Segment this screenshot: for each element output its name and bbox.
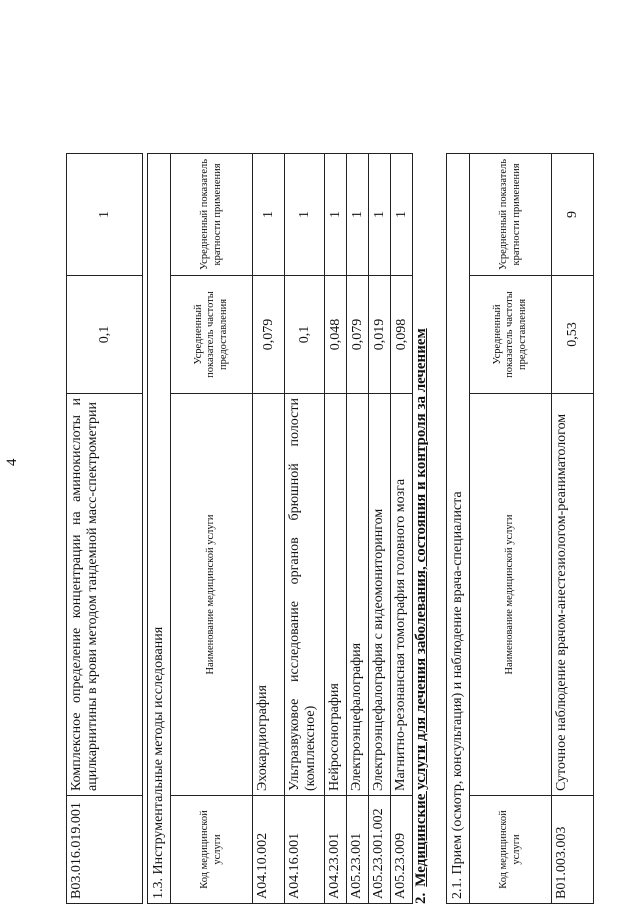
- header-name: Наименование медицинской услуги: [470, 394, 552, 796]
- table-row: [347, 153, 369, 903]
- table-row: [391, 153, 413, 903]
- service-code: A04.23.001: [325, 796, 347, 904]
- frequency-value: 0,53: [552, 276, 594, 394]
- service-name: Электроэнцефалография: [347, 394, 369, 796]
- multiplicity-value: 1: [67, 154, 143, 276]
- section-title: 2.1. Прием (осмотр, консультация) и наблюдение врача-специалиста: [447, 153, 470, 903]
- header-name: Наименование медицинской услуги: [171, 394, 253, 796]
- table-row: [253, 153, 285, 903]
- service-code: A05.23.001: [347, 796, 369, 904]
- multiplicity-value: 1: [253, 153, 285, 275]
- multiplicity-value: 1: [325, 153, 347, 275]
- multiplicity-value: 1: [369, 153, 391, 275]
- service-code: B01.003.003: [552, 796, 594, 904]
- specialist-visits-table: [446, 153, 594, 904]
- frequency-value: 0,1: [67, 276, 143, 394]
- header-multiplicity: Усредненный показатель кратности применения: [470, 153, 552, 275]
- frequency-value: 0,079: [253, 276, 285, 394]
- service-name: Ультразвуковое исследование органов брюшной полости (комплексное): [285, 394, 325, 796]
- frequency-value: 0,1: [285, 276, 325, 394]
- frequency-value: 0,098: [391, 276, 413, 394]
- frequency-value: 0,048: [325, 276, 347, 394]
- services-table-continued: [66, 153, 143, 904]
- frequency-value: 0,079: [347, 276, 369, 394]
- multiplicity-value: 9: [552, 153, 594, 275]
- service-code: A04.10.002: [253, 796, 285, 904]
- service-code: B03.016.019.001: [67, 796, 143, 904]
- table-row: [369, 153, 391, 903]
- service-code: A05.23.009: [391, 796, 413, 904]
- table-row: [325, 153, 347, 903]
- table-row: [552, 153, 594, 903]
- page-number: 4: [4, 458, 20, 466]
- frequency-value: 0,019: [369, 276, 391, 394]
- header-multiplicity: Усредненный показатель кратности применения: [171, 153, 253, 275]
- header-frequency: Усредненный показатель частоты предоставления: [470, 276, 552, 394]
- service-name: Суточное наблюдение врачом-анестезиологом-реаниматологом: [552, 394, 594, 796]
- service-name: Нейросонография: [325, 394, 347, 796]
- header-code: Код медицинской услуги: [470, 796, 552, 904]
- service-name: Комплексное определение концентрации на аминокислоты и ацилкарнитины в крови методом тандемной масс-спектрометрии: [67, 394, 143, 796]
- service-name: Магнитно-резонансная томография головного мозга: [391, 394, 413, 796]
- service-name: Эхокардиография: [253, 394, 285, 796]
- header-code: Код медицинской услуги: [171, 796, 253, 904]
- section-heading-text: Медицинские услуги для лечения заболевания, состояния и контроля за лечением: [413, 328, 429, 887]
- multiplicity-value: 1: [285, 153, 325, 275]
- table-row: [285, 153, 325, 903]
- multiplicity-value: 1: [391, 153, 413, 275]
- section-heading: [413, 328, 430, 904]
- section-title: 1.3. Инструментальные методы исследования: [148, 153, 171, 903]
- service-code: A04.16.001: [285, 796, 325, 904]
- table-row: [67, 154, 143, 904]
- header-frequency: Усредненный показатель частоты предоставления: [171, 276, 253, 394]
- instrumental-methods-table: [147, 153, 413, 904]
- section-number: 2.: [413, 892, 429, 904]
- multiplicity-value: 1: [347, 153, 369, 275]
- service-name: Электроэнцефалография с видеомониторингом: [369, 394, 391, 796]
- service-code: A05.23.001.002: [369, 796, 391, 904]
